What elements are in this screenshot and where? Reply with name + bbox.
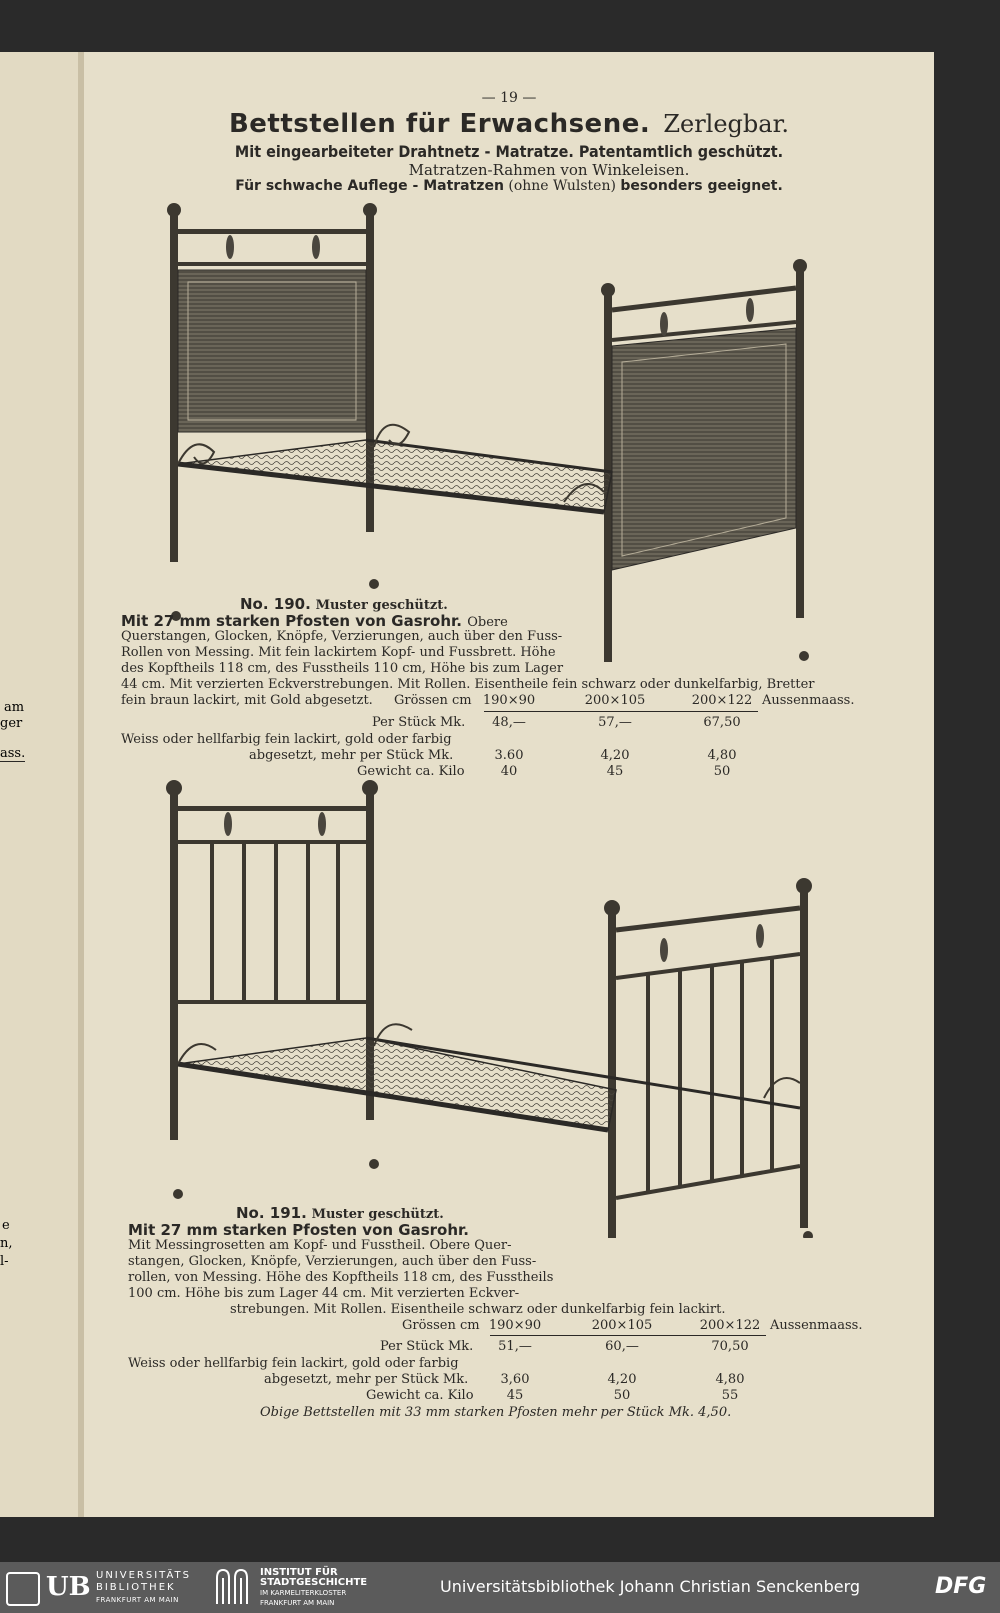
item-191-size-2: 200×105 xyxy=(591,1318,653,1333)
subtitle: Mit eingearbeiteter Drahtnetz - Matratze. Patentamtlich geschützt. xyxy=(234,142,784,161)
item-191-weiss-1: Weiss oder hellfarbig fein lackirt, gold oder farbig xyxy=(128,1356,459,1371)
dfg-logo: DFG xyxy=(935,1574,987,1599)
item-191-per-stueck: Per Stück Mk. xyxy=(380,1339,474,1354)
ub-line-3: FRANKFURT AM MAIN xyxy=(96,1596,179,1604)
item-190-heading xyxy=(121,612,508,630)
item-190-desc-1: Querstangen, Glocken, Knöpfe, Verzierungen, auch über den Fuss- xyxy=(121,629,563,644)
item-191-gewicht: Gewicht ca. Kilo xyxy=(366,1388,474,1403)
item-191-weight-1: 45 xyxy=(506,1388,524,1403)
item-190-gewicht: Gewicht ca. Kilo xyxy=(357,764,465,779)
isg-columns-icon xyxy=(214,1568,250,1606)
isg-line-1: INSTITUT FÜR xyxy=(260,1567,338,1578)
margin-fragment: ass. xyxy=(0,746,26,761)
item-190-weight-3: 50 xyxy=(713,764,731,779)
item-190-size-3: 200×122 xyxy=(691,693,753,708)
item-190-first-word: Obere xyxy=(467,615,508,630)
item-190-price-2: 57,— xyxy=(598,715,632,730)
item-190-weiss-2: abgesetzt, mehr per Stück Mk. xyxy=(249,748,454,763)
item-190-size-1: 190×90 xyxy=(482,693,536,708)
item-191-price-1: 51,— xyxy=(498,1339,532,1354)
item-191-desc-2: stangen, Glocken, Knöpfe, Verzierungen, auch über den Fuss- xyxy=(128,1254,537,1269)
item-191-heading: Mit 27 mm starken Pfosten von Gasrohr. xyxy=(128,1221,469,1239)
margin-fragment: l- xyxy=(0,1254,9,1269)
isg-line-2: STADTGESCHICHTE xyxy=(260,1577,368,1588)
isg-line-4: FRANKFURT AM MAIN xyxy=(260,1599,335,1607)
frame-line: Matratzen-Rahmen von Winkeleisen. xyxy=(408,161,690,179)
item-190-size-2: 200×105 xyxy=(584,693,646,708)
isg-line-3: IM KARMELITERKLOSTER xyxy=(260,1589,347,1597)
item-190-pattern: Muster geschützt. xyxy=(315,598,448,613)
mattress-line-a: Für schwache Auflege - Matratzen xyxy=(235,178,504,194)
item-191-weiss-2: abgesetzt, mehr per Stück Mk. xyxy=(264,1372,469,1387)
item-190-extra-1: 3.60 xyxy=(494,748,524,763)
item-191-price-2: 60,— xyxy=(605,1339,639,1354)
item-190-weight-1: 40 xyxy=(500,764,518,779)
ub-line-2: BIBLIOTHEK xyxy=(96,1582,176,1593)
item-191-desc-4: 100 cm. Höhe bis zum Lager 44 cm. Mit verzierten Eckver- xyxy=(128,1286,520,1301)
page-number: — 19 — xyxy=(481,90,537,106)
item-190-lack: fein braun lackirt, mit Gold abgesetzt. xyxy=(121,693,373,708)
title-main: Bettstellen für Erwachsene. xyxy=(228,109,651,139)
margin-fragment: n, xyxy=(0,1236,13,1251)
ub-line-1: UNIVERSITÄTS xyxy=(96,1570,192,1581)
item-191-number-line xyxy=(236,1204,444,1222)
item-190-price-3: 67,50 xyxy=(703,715,741,730)
ub-emblem-icon xyxy=(6,1572,40,1606)
title-suffix: Zerlegbar. xyxy=(663,110,790,138)
item-191-weight-2: 50 xyxy=(613,1388,631,1403)
item-191-extra-2: 4,20 xyxy=(607,1372,637,1387)
ub-logo: UB xyxy=(46,1572,91,1602)
isg-text xyxy=(260,1568,367,1608)
item-190-per-stueck: Per Stück Mk. xyxy=(372,715,466,730)
item-190-heading-text: Mit 27 mm starken Pfosten von Gasrohr. xyxy=(121,612,462,630)
catalog-page xyxy=(84,52,934,1517)
item-190-weiss-1: Weiss oder hellfarbig fein lackirt, gold oder farbig xyxy=(121,732,452,747)
item-191-desc-3: rollen, von Messing. Höhe des Kopftheils 118 cm, des Fusstheils xyxy=(128,1270,554,1285)
footer-center-text: Universitätsbibliothek Johann Christian Senckenberg xyxy=(440,1577,861,1596)
item-190-number-line xyxy=(240,595,448,613)
left-facing-page xyxy=(0,52,78,1517)
item-191-price-3: 70,50 xyxy=(711,1339,749,1354)
mattress-line-paren: (ohne Wulsten) xyxy=(508,178,616,194)
item-190-number: No. 190. xyxy=(240,595,311,613)
item-191-groessen-label: Grössen cm xyxy=(402,1318,480,1333)
item-191-pattern: Muster geschützt. xyxy=(311,1207,444,1222)
item-190-extra-2: 4,20 xyxy=(600,748,630,763)
footer-bar xyxy=(0,1562,1000,1613)
item-191-note: Obige Bettstellen mit 33 mm starken Pfosten mehr per Stück Mk. 4,50. xyxy=(260,1405,732,1420)
item-190-extra-3: 4,80 xyxy=(707,748,737,763)
item-191-size-3: 200×122 xyxy=(699,1318,761,1333)
item-190-desc-2: Rollen von Messing. Mit fein lackirtem Kopf- und Fussbrett. Höhe xyxy=(121,645,556,660)
margin-fragment: ger xyxy=(0,716,23,731)
mattress-line-b: besonders geeignet. xyxy=(620,178,783,194)
item-190-price-1: 48,— xyxy=(492,715,526,730)
item-191-weight-3: 55 xyxy=(721,1388,739,1403)
item-191-aussenmaass: Aussenmaass. xyxy=(770,1318,863,1333)
item-191-rule xyxy=(490,1335,766,1336)
item-191-extra-1: 3,60 xyxy=(500,1372,530,1387)
ub-text xyxy=(96,1570,191,1606)
item-191-number: No. 191. xyxy=(236,1204,307,1222)
item-190-desc-3: des Kopftheils 118 cm, des Fusstheils 110 cm, Höhe bis zum Lager xyxy=(121,661,564,676)
item-190-weight-2: 45 xyxy=(606,764,624,779)
margin-fragment: am xyxy=(4,700,25,715)
margin-fragment: e xyxy=(2,1218,10,1233)
item-191-extra-3: 4,80 xyxy=(715,1372,745,1387)
item-191-size-1: 190×90 xyxy=(488,1318,542,1333)
page-title xyxy=(84,109,934,139)
item-190-aussenmaass: Aussenmaass. xyxy=(762,693,855,708)
item-190-groessen-label: Grössen cm xyxy=(394,693,472,708)
mattress-line xyxy=(84,178,934,194)
item-191-desc-1: Mit Messingrosetten am Kopf- und Fusstheil. Obere Quer- xyxy=(128,1238,512,1253)
item-191-desc-5: strebungen. Mit Rollen. Eisentheile schwarz oder dunkelfarbig fein lackirt. xyxy=(230,1302,726,1317)
item-190-desc-4: 44 cm. Mit verzierten Eckverstrebungen. Mit Rollen. Eisentheile fein schwarz oder dunkelfarbig, Bretter xyxy=(121,677,815,692)
bed-191-illustration xyxy=(164,778,844,1238)
item-190-rule xyxy=(484,711,758,712)
